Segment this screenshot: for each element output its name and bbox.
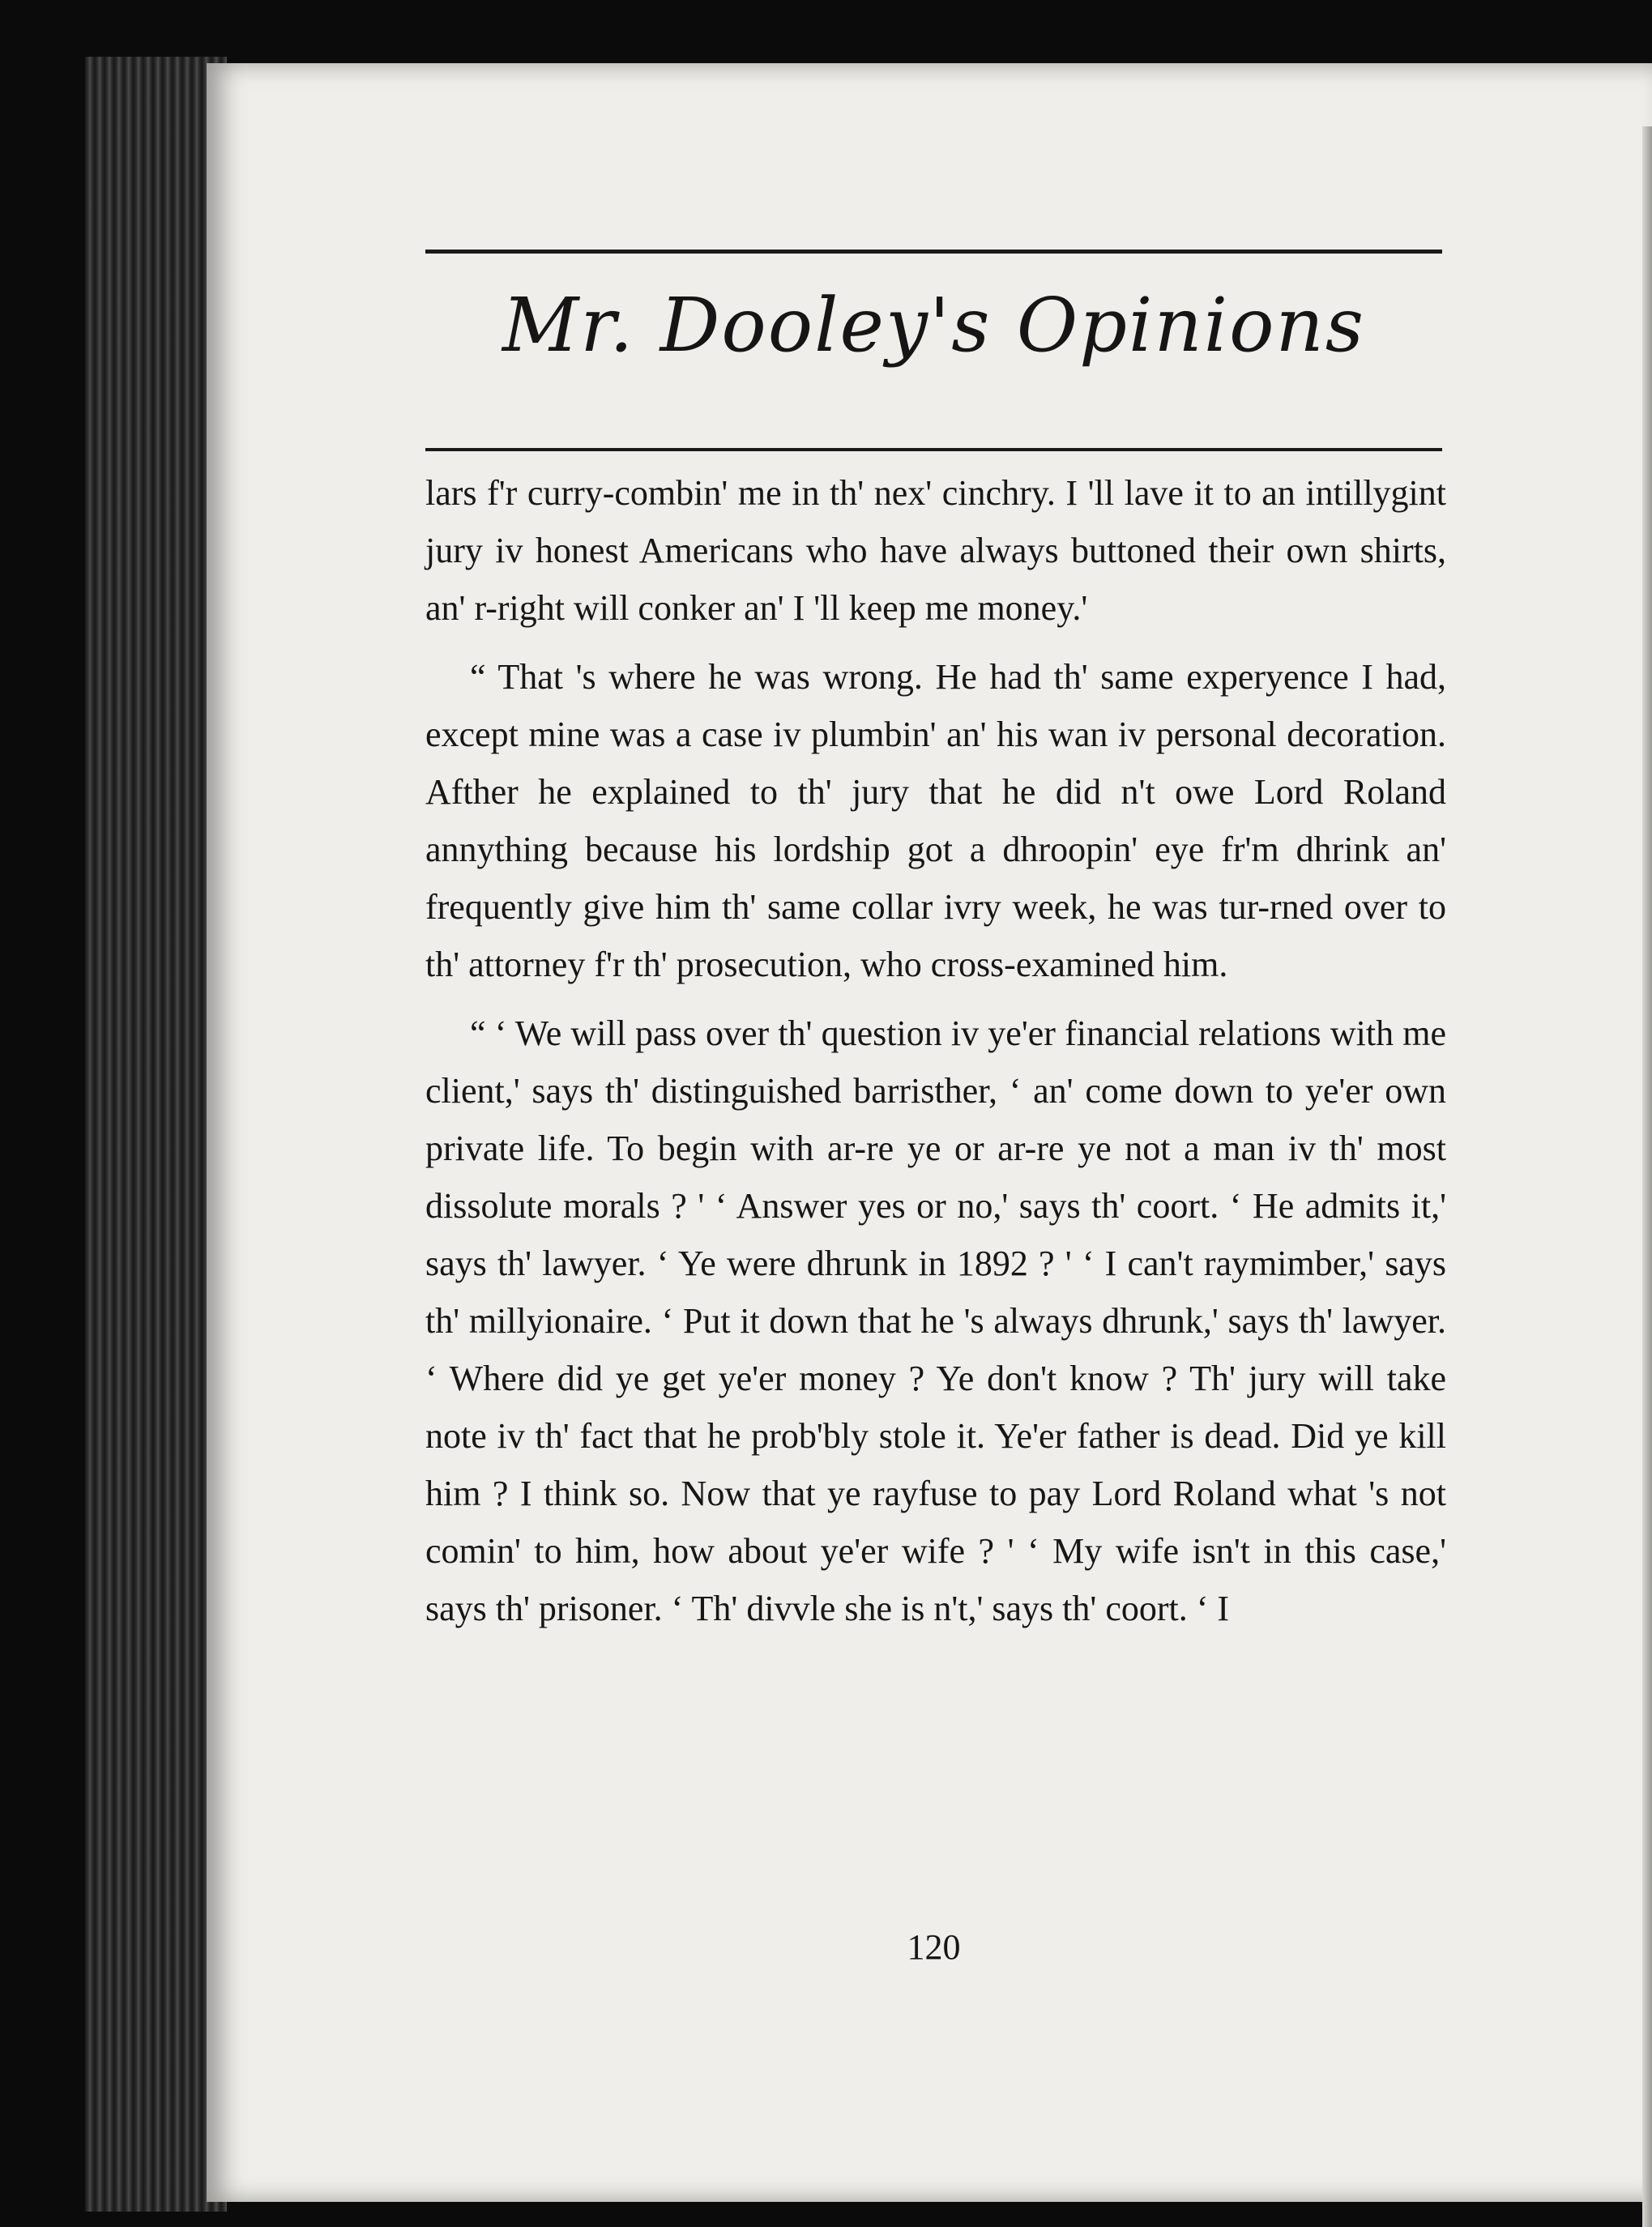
paragraph-1: lars f'r curry-combin' me in th' nex' cinchry. I 'll lave it to an intillygint jury iv honest Americans who have always buttoned their own shirts, an' r-right will conker an' I 'll keep me money.' xyxy=(425,473,1446,628)
header-rule-bottom xyxy=(425,448,1442,451)
page-right-edge xyxy=(1642,126,1652,2227)
running-head: Mr. Dooley's Opinions xyxy=(502,282,1365,369)
paragraph-2: “ That 's where he was wrong. He had th' same experyence I had, except mine was a case iv plumbin' an' his wan iv personal decoration. Afther he explained to th' jury that he did n't owe Lord Roland annything because his lordship got a dhroopin' eye fr'm dhrink an' frequently give him th' same collar ivry week, he was tur-rned over to th' attorney f'r th' prosecution, who cross-examined him. xyxy=(425,657,1446,984)
body-text xyxy=(425,464,1446,1649)
book-binding-edge xyxy=(85,57,227,2212)
header-rule-top xyxy=(425,250,1442,254)
book-page xyxy=(207,63,1652,2202)
paragraph-3: “ ‘ We will pass over th' question iv ye'er financial relations with me client,' says th' distinguished barristher, ‘ an' come down to ye'er own private life. To begin with ar-re ye or ar-re ye not a man iv th' most dissolute morals ? ' ‘ Answer yes or no,' says th' coort. ‘ He admits it,' says th' lawyer. ‘ Ye were dhrunk in 1892 ? ' ‘ I can't raymimber,' says th' millyionaire. ‘ Put it down that he 's always dhrunk,' says th' lawyer. ‘ Where did ye get ye'er money ? Ye don't know ? Th' jury will take note iv th' fact that he prob'bly stole it. Ye'er father is dead. Did ye kill him ? I think so. Now that ye rayfuse to pay Lord Roland what 's not comin' to him, how about ye'er wife ? ' ‘ My wife isn't in this case,' says th' prisoner. ‘ Th' divvle she is n't,' says th' coort. ‘ I xyxy=(425,1013,1446,1628)
page-number: 120 xyxy=(907,1927,961,1967)
